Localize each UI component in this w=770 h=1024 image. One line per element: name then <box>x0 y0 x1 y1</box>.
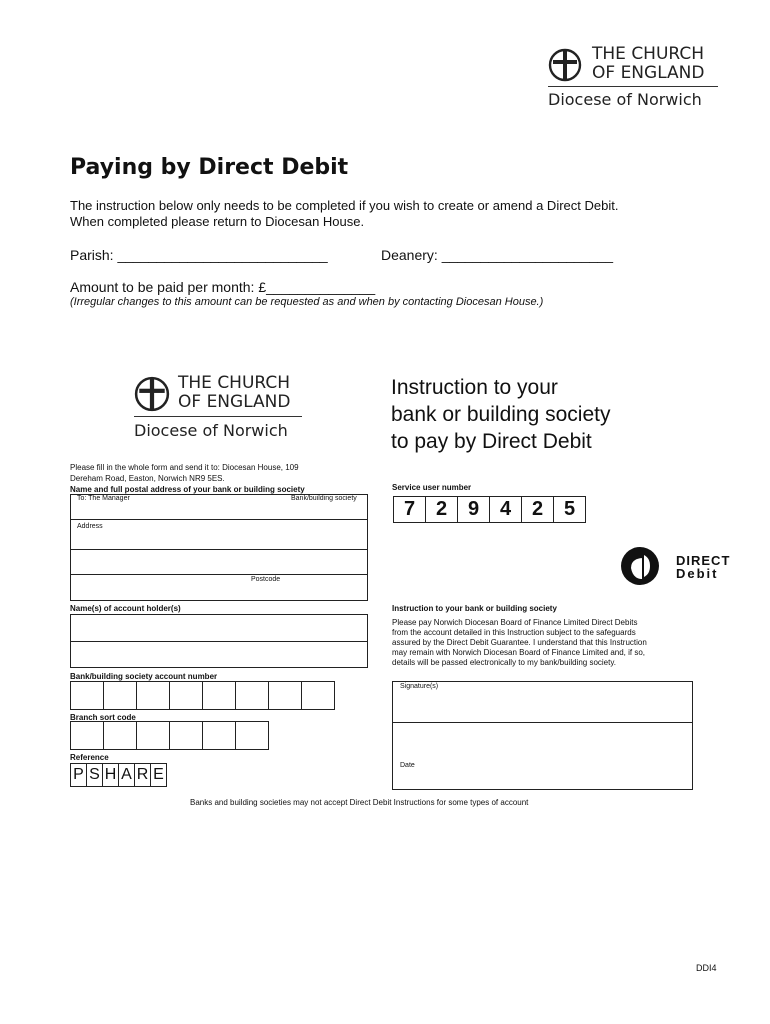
logo-line-1: THE CHURCH <box>178 373 291 393</box>
service-digit: 7 <box>393 496 426 523</box>
intro-line-2: When completed please return to Diocesan House. <box>70 214 365 229</box>
instruction-line-5: details will be passed electronically to my bank/building society. <box>392 658 616 667</box>
parish-field[interactable]: Parish: ___________________________ <box>70 247 328 263</box>
amount-field[interactable]: Amount to be paid per month: £______________ <box>70 279 376 295</box>
postcode-label: Postcode <box>251 576 281 583</box>
sort-code-cell[interactable] <box>202 721 236 750</box>
logo-line-3: Diocese of Norwich <box>134 421 288 440</box>
account-number-cell[interactable] <box>136 681 170 710</box>
amount-note: (Irregular changes to this amount can be requested as and when by contacting Diocesan House.) <box>70 296 544 308</box>
page-title: Paying by Direct Debit <box>70 155 349 180</box>
instruction-line-1: Please pay Norwich Diocesan Board of Finance Limited Direct Debits <box>392 618 638 627</box>
service-digit: 2 <box>521 496 554 523</box>
sort-code-label: Branch sort code <box>70 713 136 722</box>
service-digit: 4 <box>489 496 522 523</box>
date-label: Date <box>400 762 415 769</box>
reference-char: H <box>102 763 119 787</box>
church-cross-icon <box>134 376 170 412</box>
signature-divider <box>393 722 692 723</box>
send-to-line-2: Dereham Road, Easton, Norwich NR9 5ES. <box>70 474 225 483</box>
address-section-label: Name and full postal address of your bank or building society <box>70 485 305 494</box>
deanery-field[interactable]: Deanery: ______________________ <box>381 247 613 263</box>
reference-label: Reference <box>70 753 109 762</box>
logo-line-3: Diocese of Norwich <box>548 90 702 109</box>
account-number-cells[interactable] <box>71 681 335 710</box>
reference-char: P <box>70 763 87 787</box>
instruction-box-title: Instruction to your bank or building society <box>392 604 557 613</box>
address-divider-1 <box>71 519 367 520</box>
reference-char: E <box>150 763 167 787</box>
footer-note: Banks and building societies may not accept Direct Debit Instructions for some types of account <box>190 798 529 807</box>
reference-char: A <box>118 763 135 787</box>
account-number-cell[interactable] <box>103 681 137 710</box>
intro-line-1: The instruction below only needs to be completed if you wish to create or amend a Direct Debit. <box>70 198 619 213</box>
church-cross-icon <box>548 48 582 82</box>
signature-date-box[interactable] <box>392 681 693 790</box>
address-divider-3 <box>71 574 367 575</box>
sort-code-cells[interactable] <box>71 721 269 750</box>
logo-line-2: OF ENGLAND <box>592 63 705 83</box>
account-number-cell[interactable] <box>169 681 203 710</box>
holders-box[interactable] <box>70 614 368 668</box>
instruction-heading-3: to pay by Direct Debit <box>391 430 592 453</box>
sort-code-cell[interactable] <box>136 721 170 750</box>
instruction-line-2: from the account detailed in this Instruction subject to the safeguards <box>392 628 636 637</box>
account-number-cell[interactable] <box>235 681 269 710</box>
reference-char: R <box>134 763 151 787</box>
instruction-heading-1: Instruction to your <box>391 376 558 399</box>
account-number-label: Bank/building society account number <box>70 672 218 681</box>
direct-debit-logo <box>620 546 745 586</box>
direct-debit-line-2: Debit <box>676 566 719 581</box>
instruction-heading-2: bank or building society <box>391 403 611 426</box>
address-label: Address <box>77 523 103 530</box>
reference-cells <box>71 763 167 787</box>
sort-code-cell[interactable] <box>169 721 203 750</box>
account-number-cell[interactable] <box>70 681 104 710</box>
service-digit: 5 <box>553 496 586 523</box>
address-divider-2 <box>71 549 367 550</box>
bank-address-box[interactable] <box>70 494 368 601</box>
logo-line-1: THE CHURCH <box>592 44 705 64</box>
bank-society-label: Bank/building society <box>291 495 357 502</box>
account-number-cell[interactable] <box>301 681 335 710</box>
sort-code-cell[interactable] <box>70 721 104 750</box>
form-code: DDI4 <box>696 963 717 973</box>
service-digit: 9 <box>457 496 490 523</box>
send-to-line-1: Please fill in the whole form and send it to: Diocesan House, 109 <box>70 463 299 472</box>
instruction-line-3: assured by the Direct Debit Guarantee. I understand that this Instruction <box>392 638 647 647</box>
service-user-number <box>394 496 586 523</box>
church-logo-top <box>548 44 723 110</box>
holders-divider <box>71 641 367 642</box>
service-user-label: Service user number <box>392 483 472 492</box>
sort-code-cell[interactable] <box>235 721 269 750</box>
logo-divider <box>134 416 302 417</box>
reference-char: S <box>86 763 103 787</box>
logo-divider <box>548 86 718 87</box>
account-number-cell[interactable] <box>202 681 236 710</box>
service-digit: 2 <box>425 496 458 523</box>
holders-label: Name(s) of account holder(s) <box>70 604 181 613</box>
signature-label: Signature(s) <box>400 683 439 690</box>
sort-code-cell[interactable] <box>103 721 137 750</box>
direct-debit-icon <box>620 546 660 586</box>
direct-debit-line-1: DIRECT <box>676 553 731 568</box>
logo-line-2: OF ENGLAND <box>178 392 291 412</box>
to-manager-label: To: The Manager <box>77 495 130 502</box>
church-logo-form <box>134 373 314 441</box>
instruction-line-4: may remain with Norwich Diocesan Board of Finance Limited and, if so, <box>392 648 645 657</box>
account-number-cell[interactable] <box>268 681 302 710</box>
